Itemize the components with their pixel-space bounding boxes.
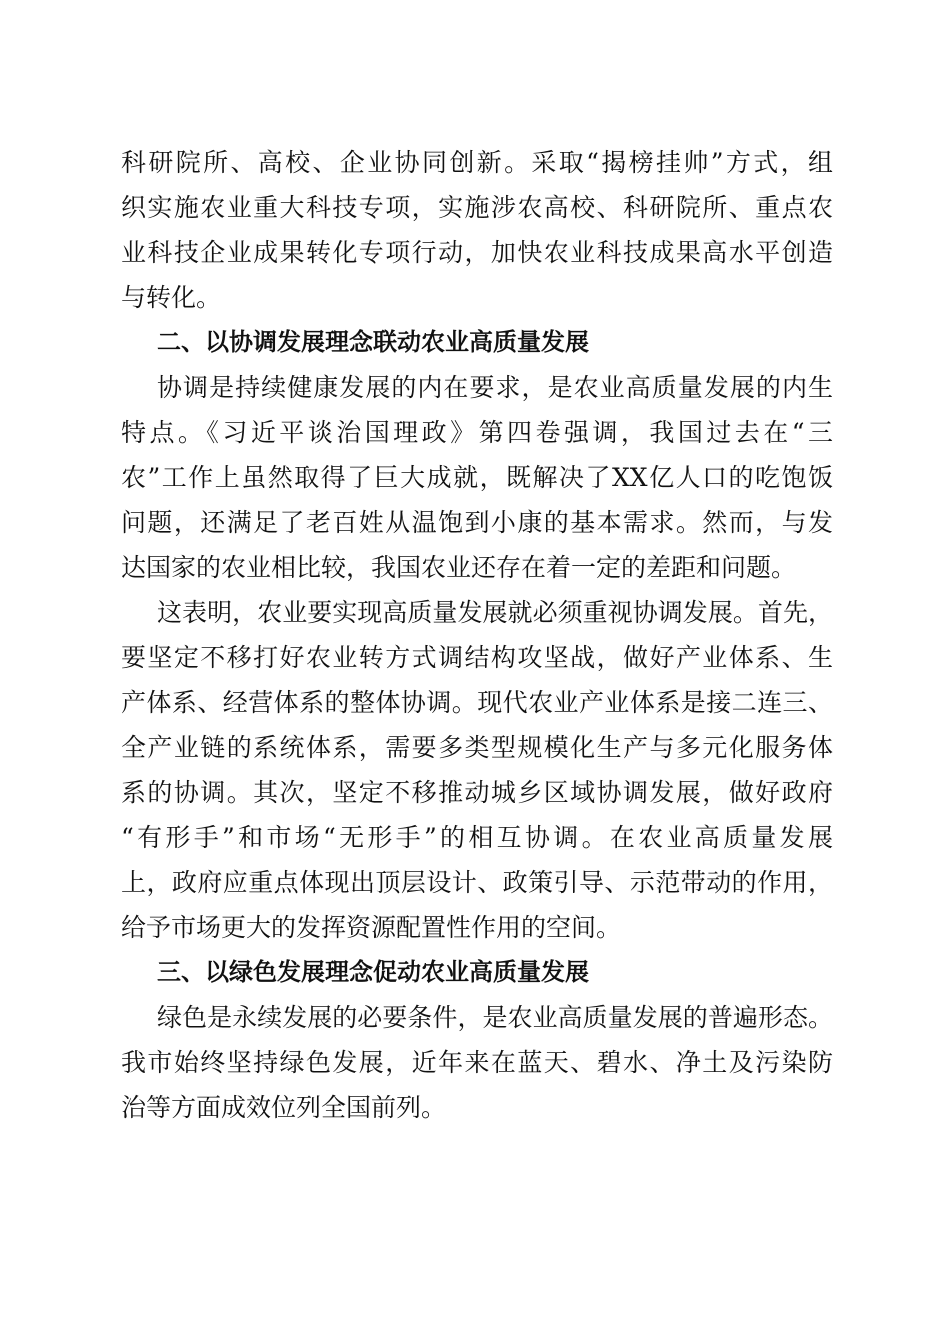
text-line: 织实施农业重大科技专项，实施涉农高校、科研院所、重点农: [121, 193, 833, 222]
paragraph-coordination-measures: [121, 590, 833, 950]
document-body: [121, 140, 833, 1130]
text-line: 系的协调。其次，坚定不移推动城乡区域协调发展，做好政府: [121, 778, 833, 807]
paragraph-green: [121, 995, 833, 1130]
text-line: 农”工作上虽然取得了巨大成就，既解决了XX亿人口的吃饱饭: [121, 463, 833, 492]
text-line: 绿色是永续发展的必要条件，是农业高质量发展的普遍形态。: [157, 1003, 833, 1032]
paragraph-intro-continuation: [121, 140, 833, 320]
text-line: 治等方面成效位列全国前列。: [121, 1093, 447, 1122]
section-heading-green-development: 三、以绿色发展理念促动农业高质量发展: [157, 958, 589, 986]
text-line: 上，政府应重点体现出顶层设计、政策引导、示范带动的作用，: [121, 868, 833, 897]
text-line: 这表明，农业要实现高质量发展就必须重视协调发展。首先，: [157, 598, 833, 627]
text-line: 特点。《习近平谈治国理政》第四卷强调，我国过去在“三: [121, 418, 833, 447]
text-line: 给予市场更大的发挥资源配置性作用的空间。: [121, 913, 622, 942]
text-line: 科研院所、高校、企业协同创新。采取“揭榜挂帅”方式，组: [121, 148, 833, 177]
text-line: 要坚定不移打好农业转方式调结构攻坚战，做好产业体系、生: [121, 643, 833, 672]
text-line: 协调是持续健康发展的内在要求，是农业高质量发展的内生: [157, 373, 833, 402]
text-line: 我市始终坚持绿色发展，近年来在蓝天、碧水、净土及污染防: [121, 1048, 833, 1077]
paragraph-coordination: [121, 365, 833, 590]
text-line: 业科技企业成果转化专项行动，加快农业科技成果高水平创造: [121, 238, 833, 267]
text-line: 问题，还满足了老百姓从温饱到小康的基本需求。然而，与发: [121, 508, 833, 537]
text-line: 全产业链的系统体系，需要多类型规模化生产与多元化服务体: [121, 733, 833, 762]
text-line: 产体系、经营体系的整体协调。现代农业产业体系是接二连三、: [121, 688, 833, 717]
section-heading-coordinated-development: 二、以协调发展理念联动农业高质量发展: [157, 328, 589, 356]
text-line: “有形手”和市场“无形手”的相互协调。在农业高质量发展: [121, 823, 833, 852]
text-line: 达国家的农业相比较，我国农业还存在着一定的差距和问题。: [121, 553, 797, 582]
text-line: 与转化。: [121, 283, 222, 312]
